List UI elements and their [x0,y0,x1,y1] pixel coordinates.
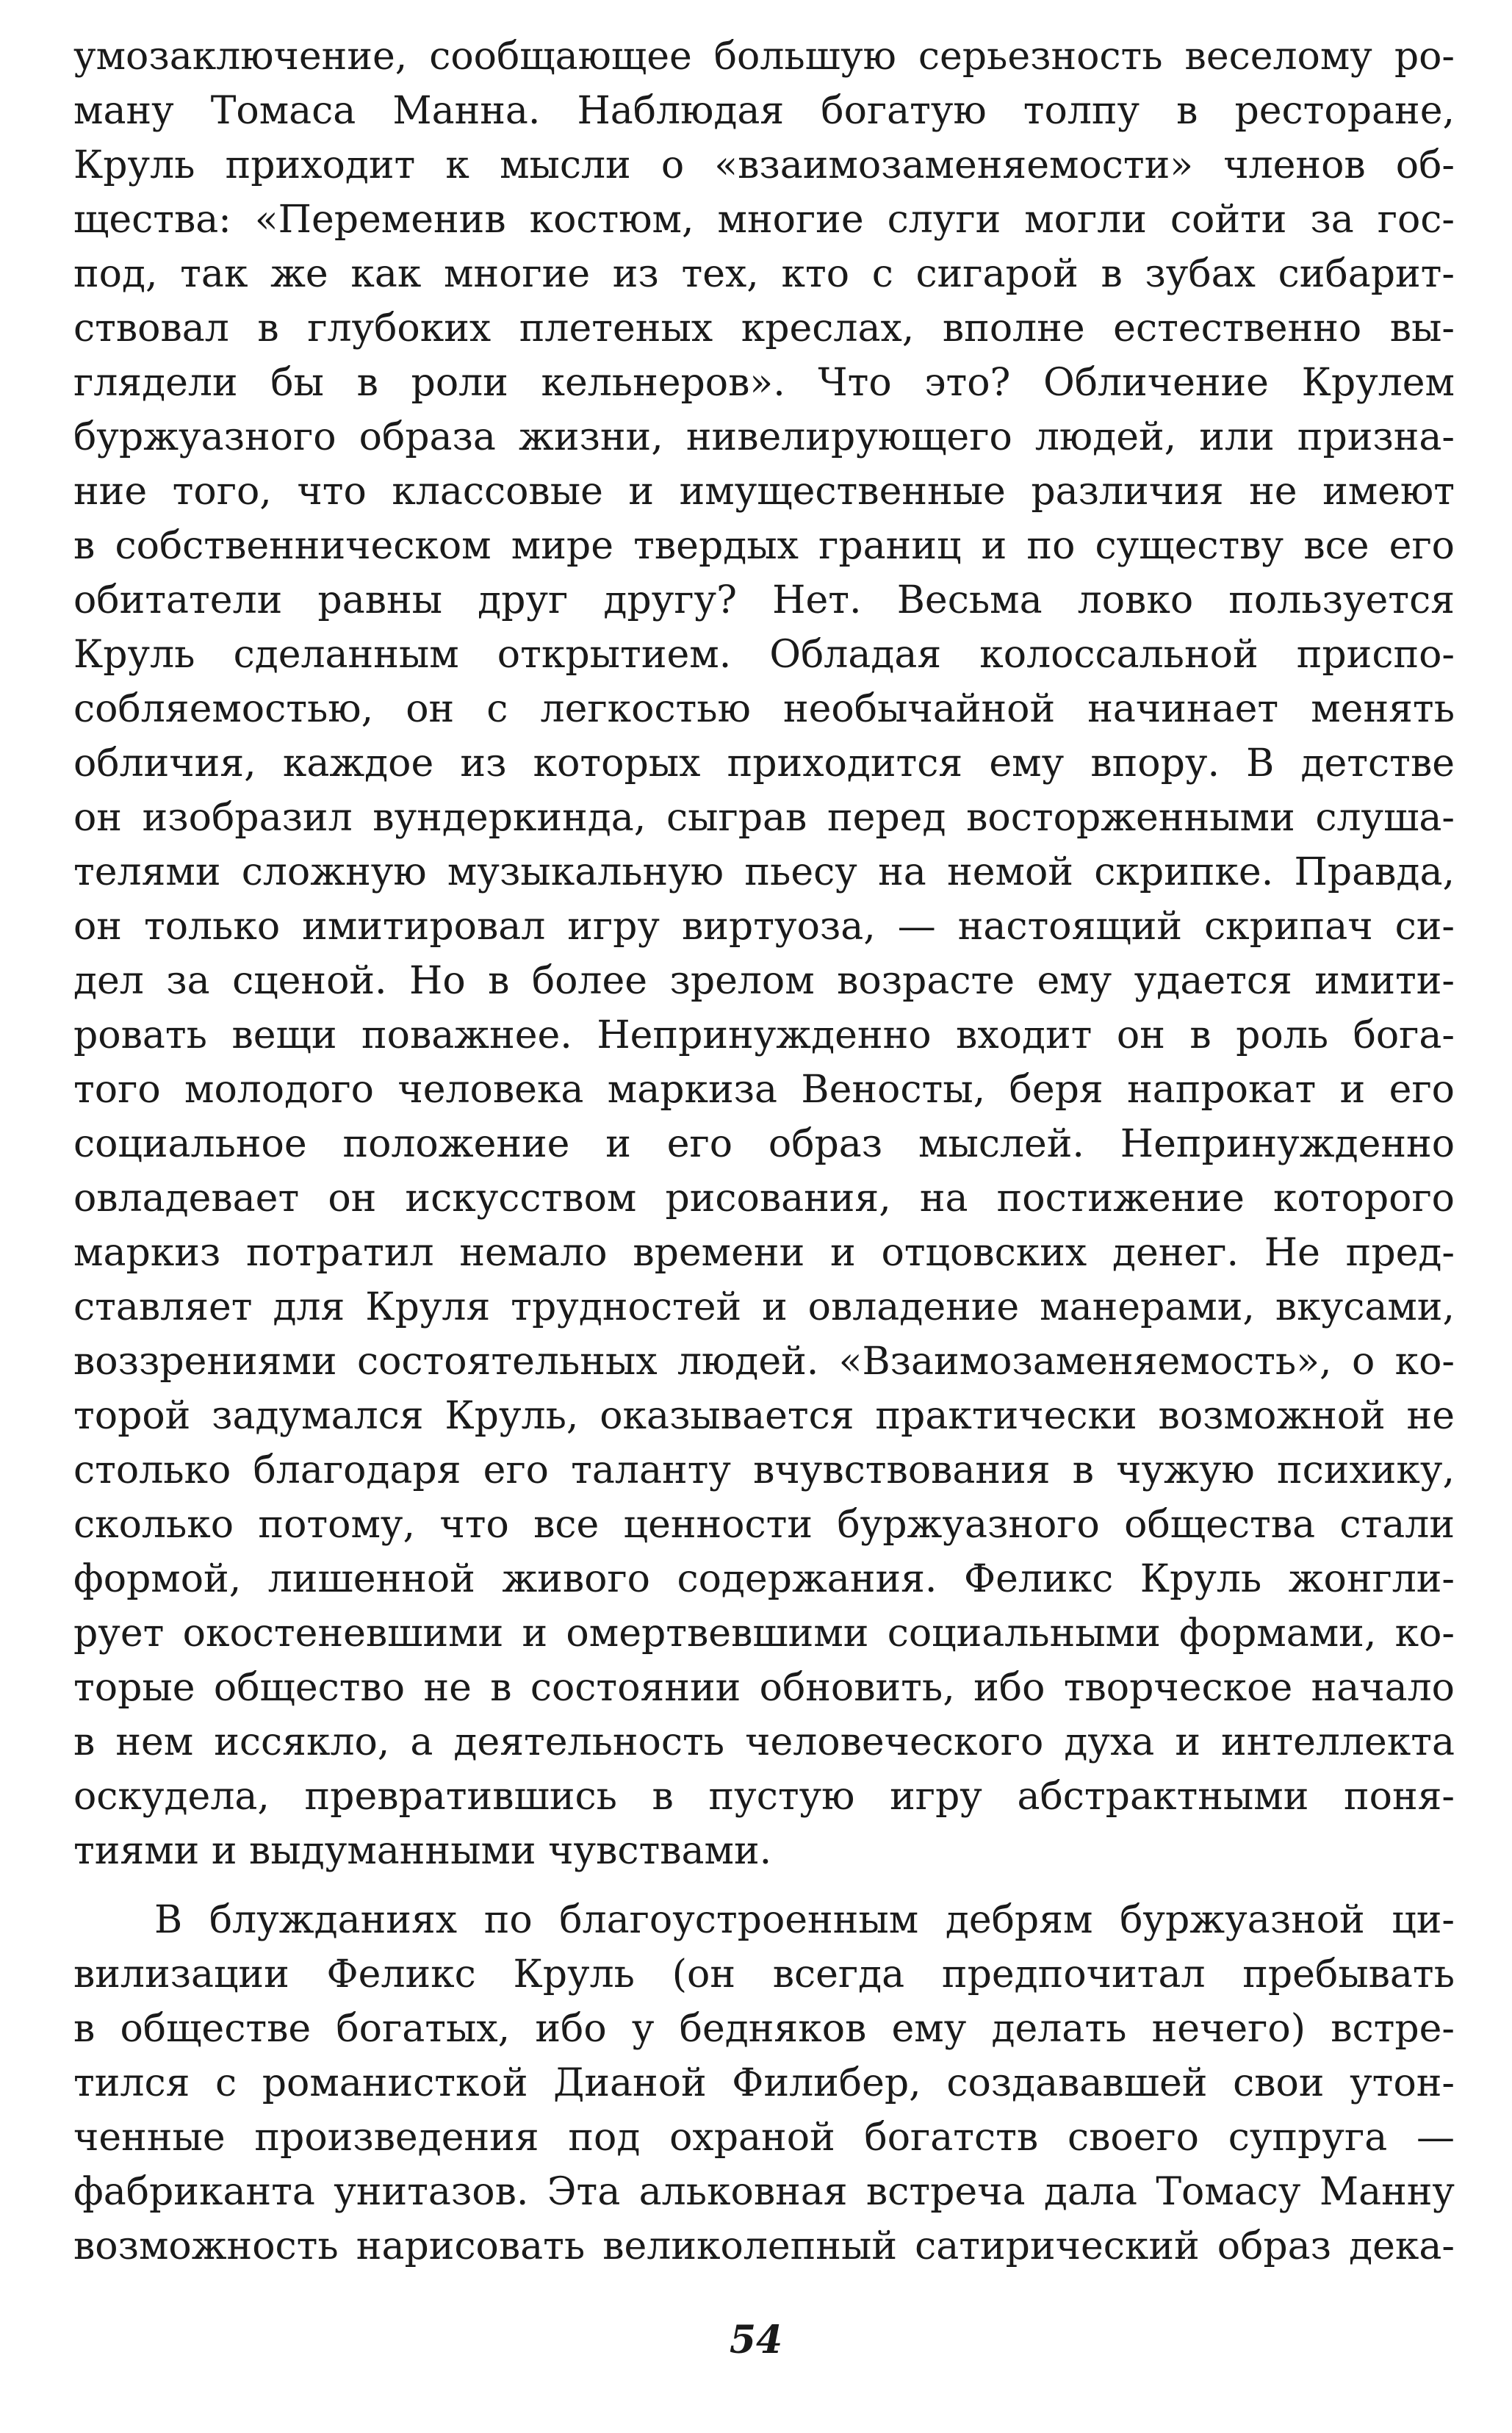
page-number: 54 [729,2318,783,2362]
text-line: фабриканта унитазов. Эта альковная встреча дала Томасу Манну [73,2170,1455,2214]
text-line: формой, лишенной живого содержания. Феликс Круль жонгли- [73,1557,1455,1601]
text-line: социальное положение и его образ мыслей. Непринужденно [73,1122,1455,1166]
text-line: Круль приходит к мысли о «взаимозаменяемости» членов об- [73,143,1455,187]
text-line: ставляет для Круля трудностей и овладение манерами, вкусами, [73,1285,1455,1329]
text-line: дел за сценой. Но в более зрелом возрасте ему удается имити- [73,959,1455,1003]
text-line: рует окостеневшими и омертвевшими социальными формами, ко- [73,1611,1455,1656]
text-line: тился с романисткой Дианой Филибер, создававшей свои утон- [73,2061,1455,2105]
text-line: щества: «Переменив костюм, многие слуги могли сойти за гос- [73,198,1455,242]
text-line: ствовал в глубоких плетеных креслах, вполне естественно вы- [73,306,1455,351]
text-line: возможность нарисовать великолепный сатирический образ дека- [73,2224,1455,2268]
text-line: он изобразил вундеркинда, сыграв перед восторженными слуша- [73,796,1455,840]
text-line: сколько потому, что все ценности буржуазного общества стали [73,1503,1455,1547]
text-line: телями сложную музыкальную пьесу на немой скрипке. Правда, [73,850,1455,894]
text-line: обличия, каждое из которых приходится ему впору. В детстве [73,741,1455,786]
paragraph [73,1893,1455,2274]
text-line: торой задумался Круль, оказывается практически возможной не [73,1394,1455,1438]
text-line: столько благодаря его таланту вчувствования в чужую психику, [73,1448,1455,1492]
text-line: ние того, что классовые и имущественные различия не имеют [73,470,1455,514]
text-line: умозаключение, сообщающее большую серьезность веселому ро- [73,35,1455,79]
page-body [73,29,1455,2274]
text-line: ровать вещи поважнее. Непринужденно входит он в роль бога- [73,1013,1455,1057]
text-line: под, так же как многие из тех, кто с сигарой в зубах сибарит- [73,252,1455,296]
text-line: того молодого человека маркиза Веносты, беря напрокат и его [73,1068,1455,1112]
text-line: маркиз потратил немало времени и отцовских денег. Не пред- [73,1231,1455,1275]
text-line: Круль сделанным открытием. Обладая колоссальной приспо- [73,633,1455,677]
text-line: вилизации Феликс Круль (он всегда предпочитал пребывать [73,1952,1455,1997]
text-line: обитатели равны друг другу? Нет. Весьма ловко пользуется [73,578,1455,622]
text-line: глядели бы в роли кельнеров». Что это? Обличение Крулем [73,361,1455,405]
text-line: буржуазного образа жизни, нивелирующего людей, или призна- [73,415,1455,459]
text-line: тиями и выдуманными чувствами. [73,1829,772,1873]
text-line: он только имитировал игру виртуоза, — настоящий скрипач си- [73,905,1455,949]
text-line: ману Томаса Манна. Наблюдая богатую толпу в ресторане, [73,89,1455,133]
text-line: в собственническом мире твердых границ и по существу все его [73,524,1455,568]
text-line: в нем иссякло, а деятельность человеческого духа и интеллекта [73,1720,1455,1764]
text-line: оскудела, превратившись в пустую игру абстрактными поня- [73,1775,1455,1819]
text-line: в обществе богатых, ибо у бедняков ему делать нечего) встре- [73,2007,1455,2051]
text-line: ченные произведения под охраной богатств своего супруга — [73,2116,1455,2160]
text-line: овладевает он искусством рисования, на постижение которого [73,1176,1455,1221]
text-line: В блужданиях по благоустроенным дебрям буржуазной ци- [154,1898,1455,1942]
text-line: собляемостью, он с легкостью необычайной начинает менять [73,687,1455,731]
text-line: воззрениями состоятельных людей. «Взаимозаменяемость», о ко- [73,1340,1455,1384]
paragraph [73,29,1455,1878]
text-line: торые общество не в состоянии обновить, ибо творческое начало [73,1666,1455,1710]
paragraph-gap [73,1878,1455,1893]
